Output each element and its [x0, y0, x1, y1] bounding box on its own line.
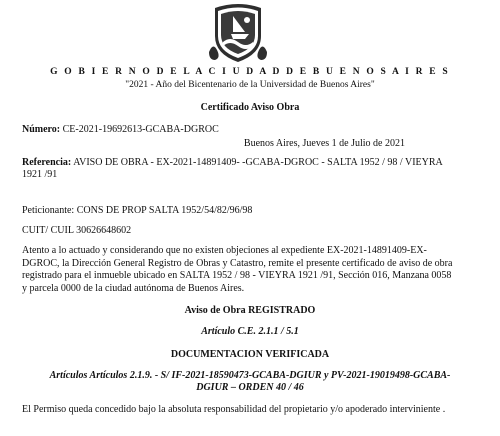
documentacion-heading: DOCUMENTACION VERIFICADA	[170, 349, 330, 360]
numero-row	[22, 124, 478, 136]
articulo-heading: Artículo C.E. 2.1.1 / 5.1	[201, 326, 299, 337]
body-line-4: y parcela 0000 de la ciudad autónoma de Buenos Aires.	[22, 282, 245, 294]
articulos-line-2: DGIUR – ORDEN 40 / 46	[196, 382, 304, 393]
body-line-3: registrado para el inmueble ubicado en SALTA 1952 / 98 - VIEYRA 1921 /91, Sección 016, Manzana 0058	[22, 270, 452, 281]
referencia-value-line1: AVISO DE OBRA - EX-2021-14891409- -GCABA-DGROC - SALTA 1952 / 98 / VIEYRA	[73, 157, 443, 168]
referencia-row	[22, 157, 478, 169]
date-line: Buenos Aires, Jueves 1 de Julio de 2021	[243, 138, 405, 149]
body-line-2: DGROC, la Dirección General Registro de Obras y Catastro, remite el presente certificado de aviso de obra	[22, 257, 453, 269]
numero-label: Número:	[22, 124, 61, 135]
articulos-line-1: Artículos Artículos 2.1.9. - S/ IF-2021-18590473-GCABA-DGIUR y PV-2021-19019498-GCABA-	[49, 370, 451, 381]
government-header: G O B I E R N O D E L A C I U D A D D E B U E N O S A I R E S	[50, 67, 450, 77]
referencia-label: Referencia:	[22, 157, 72, 168]
referencia-value-line2: 1921 /91	[22, 169, 58, 180]
cuit-line: CUIT/ CUIL 30626648602	[22, 225, 132, 236]
body-paragraph	[22, 245, 480, 295]
peticionante-line: Peticionante: CONS DE PROP SALTA 1952/54/82/96/98	[22, 205, 253, 216]
motto-line: "2021 - Año del Bicentenario de la Universidad de Buenos Aires"	[125, 80, 375, 90]
body-line-1: Atento a lo actuado y considerando que no existen objeciones al expediente EX-2021-14891409-EX-	[22, 245, 427, 256]
numero-value: CE-2021-19692613-GCABA-DGROC	[62, 124, 219, 135]
document-title: Certificado Aviso Obra	[200, 102, 300, 113]
city-seal-icon	[203, 2, 273, 64]
closing-statement: El Permiso queda concedido bajo la absoluta responsabilidad del propietario y/o apoderado interviniente .	[22, 404, 446, 415]
aviso-registrado-heading: Aviso de Obra REGISTRADO	[184, 305, 316, 316]
